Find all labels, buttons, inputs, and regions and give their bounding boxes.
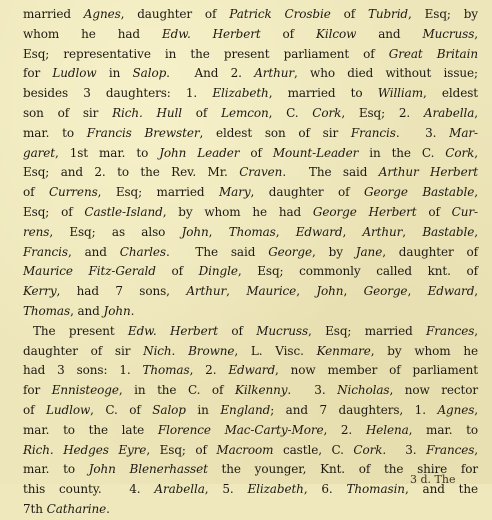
italic-name: Arthur (254, 66, 295, 81)
text-run: castle, C. (273, 442, 354, 457)
text-run: , and (67, 244, 120, 259)
italic-name: John Blenerhasset (88, 462, 208, 477)
italic-name: Mar- (449, 125, 478, 140)
italic-name: Arabella (154, 482, 205, 497)
text-run: of (260, 26, 316, 41)
text-run: , had 7 sons, (56, 284, 187, 299)
italic-name: Kilcow (315, 26, 357, 41)
italic-name: Catharine (46, 501, 107, 516)
text-run: married (23, 7, 84, 21)
text-run: , (474, 185, 478, 200)
italic-name: Jane (355, 244, 383, 259)
next-line-fragment (410, 473, 456, 486)
text-run: , by (312, 244, 356, 259)
text-run: mar. to (23, 462, 89, 477)
text-run: of (217, 323, 257, 338)
italic-name: Kilkenny (234, 383, 288, 398)
italic-name: Arthur Herbert (378, 165, 478, 180)
text-line (23, 421, 478, 441)
italic-name: Craven (239, 165, 283, 180)
italic-name: Francis Brewster (86, 125, 200, 140)
text-run: of (182, 105, 222, 120)
italic-name: Elizabeth (212, 86, 269, 101)
italic-name: Currens (48, 185, 98, 200)
text-run: whom he had (23, 26, 162, 41)
text-run: son of sir (23, 105, 113, 120)
italic-name: George (268, 244, 313, 259)
italic-name: Ennisteoge (51, 383, 119, 398)
italic-name: Florence Mac-Carty-More (157, 422, 324, 437)
text-line (23, 163, 478, 183)
text-run: of (239, 145, 273, 160)
text-run: , (474, 105, 478, 120)
italic-name: Arabella (423, 105, 475, 120)
text-run: , by whom he had (162, 204, 313, 219)
text-run: in the C. (358, 145, 446, 160)
italic-name: Ludlow (52, 66, 97, 81)
text-run: , Esq; as also (49, 224, 182, 239)
italic-name: Salop (132, 66, 167, 81)
italic-name: Thomas (228, 224, 276, 239)
italic-name: Mucruss (422, 26, 475, 41)
italic-name: Edw. Herbert (161, 26, 261, 41)
italic-name: Mary (218, 185, 251, 200)
text-run: , (407, 284, 428, 299)
italic-name: Kenmare (316, 343, 371, 358)
italic-name: Patrick Crosbie (229, 7, 331, 21)
italic-name: Agnes (83, 7, 121, 21)
text-line (23, 243, 478, 263)
italic-name: John (316, 284, 344, 299)
italic-name: Thomas (23, 303, 71, 318)
text-run: . 3. (382, 442, 427, 457)
italic-name: Charles (119, 244, 166, 259)
text-run: this county. 4. (23, 482, 155, 497)
italic-name: George Bastable (364, 185, 475, 200)
text-line (23, 223, 478, 243)
text-run: , daughter of (382, 244, 478, 259)
italic-name: John Leader (159, 145, 240, 160)
cut-off-text: 3 d. The (410, 473, 456, 486)
text-run: the younger, Knt. of the shire for (207, 462, 478, 477)
text-line (23, 500, 478, 520)
text-run: , Esq; married (97, 185, 219, 200)
italic-name: Arthur (186, 284, 227, 299)
italic-name: Mount-Leader (272, 145, 359, 160)
text-line (23, 441, 478, 461)
text-run: of (416, 204, 452, 219)
italic-name: Rich. Hedges Eyre (23, 442, 147, 457)
text-line (23, 262, 478, 282)
italic-name: Cork (445, 145, 475, 160)
text-line (23, 84, 478, 104)
text-run: of (155, 264, 199, 279)
italic-name: Lemcon (221, 105, 269, 120)
italic-name: Agnes (437, 402, 475, 417)
italic-name: Ludlow (46, 402, 91, 417)
text-run: , who died without issue; (294, 66, 478, 81)
text-run: , (402, 224, 423, 239)
text-run: of (330, 7, 368, 21)
text-line (23, 124, 478, 144)
text-run: , L. Visc. (234, 343, 317, 358)
text-run: besides 3 daughters: 1. (23, 86, 213, 101)
italic-name: Edward (295, 224, 343, 239)
text-run: , and the (404, 482, 478, 497)
text-run: , (474, 284, 478, 299)
text-run: , C. of (90, 402, 153, 417)
italic-name: England (220, 402, 271, 417)
text-run: mar. to the late (23, 422, 158, 437)
text-run: , now rector (389, 383, 479, 398)
italic-name: Maurice Fitz-Gerald (23, 264, 156, 279)
text-line (23, 104, 478, 124)
text-run: , (474, 442, 479, 457)
italic-name: rens (23, 224, 50, 239)
italic-name: Rich. Hull (112, 105, 183, 120)
text-run: Esq; of (23, 204, 85, 219)
text-run: , 2. (189, 363, 229, 378)
text-run: daughter of sir (23, 343, 144, 358)
text-run: , eldest son of sir (199, 125, 351, 140)
text-run: , 2. (323, 422, 366, 437)
text-run: for (23, 383, 52, 398)
text-run: , (474, 402, 479, 417)
text-run: , Esq; 2. (341, 105, 424, 120)
italic-name: garet (23, 145, 55, 160)
text-run: , married to (268, 86, 378, 101)
text-run: , (275, 224, 296, 239)
italic-name: Cur- (451, 204, 478, 219)
text-run: for (23, 66, 53, 81)
italic-name: Helena (365, 422, 409, 437)
italic-name: Elizabeth (247, 482, 304, 497)
italic-name: Arthur (362, 224, 403, 239)
text-run: ; and 7 daughters, 1. (270, 402, 438, 417)
text-run: Esq; representative in the present parliament of (23, 46, 389, 61)
text-run: , Esq; married (308, 323, 427, 338)
text-run: in (185, 402, 221, 417)
italic-name: George (363, 284, 408, 299)
text-run: 7th (23, 501, 47, 516)
text-run: , 5. (204, 482, 248, 497)
text-run: , daughter of (120, 7, 230, 21)
body-text (23, 5, 478, 520)
text-run: , (296, 284, 317, 299)
text-run: , mar. to (408, 422, 478, 437)
italic-name: John (103, 303, 131, 318)
italic-name: Thomasin (346, 482, 405, 497)
italic-name: Frances (426, 442, 475, 457)
text-run: and (356, 26, 423, 41)
text-run: . 3. (287, 383, 338, 398)
text-run: . (130, 303, 135, 318)
italic-name: Francis (23, 244, 68, 259)
text-run: Esq; and 2. to the Rev. Mr. (23, 165, 240, 180)
text-line (23, 5, 478, 25)
italic-name: Francis (350, 125, 396, 140)
italic-name: Great Britain (388, 46, 478, 61)
text-run: had 3 sons: 1. (23, 363, 143, 378)
text-run: , (474, 224, 478, 239)
italic-name: George Herbert (312, 204, 417, 219)
italic-name: Edward (427, 284, 475, 299)
text-line (23, 203, 478, 223)
italic-name: Nicholas (337, 383, 390, 398)
text-line (23, 64, 478, 84)
text-run: , eldest (423, 86, 478, 101)
italic-name: Edward (228, 363, 276, 378)
text-line (23, 25, 478, 45)
text-run: of (23, 402, 46, 417)
italic-name: Dingle (198, 264, 238, 279)
text-run: of (23, 185, 49, 200)
italic-name: Maurice (246, 284, 297, 299)
text-line (23, 45, 478, 65)
text-run: , C. (268, 105, 313, 120)
italic-name: Cork (353, 442, 383, 457)
text-run: The present (33, 323, 128, 338)
text-run: , Esq; commonly called knt. of (237, 264, 478, 279)
text-run: , now member of parliament (275, 363, 478, 378)
text-run: mar. to (23, 125, 87, 140)
text-run: , daughter of (250, 185, 365, 200)
text-run: . 3. (395, 125, 450, 140)
text-run: , 6. (303, 482, 347, 497)
italic-name: Castle-Island (84, 204, 163, 219)
text-line (23, 302, 478, 322)
italic-name: Kerry (23, 284, 57, 299)
italic-name: Frances (426, 323, 475, 338)
text-run: . And 2. (166, 66, 255, 81)
text-run: , (342, 224, 363, 239)
text-line (23, 342, 478, 362)
text-run: , Esq; of (146, 442, 217, 457)
text-line (23, 381, 478, 401)
text-run: , (474, 323, 478, 338)
text-run: , (474, 26, 478, 41)
italic-name: Bastable (422, 224, 475, 239)
text-run: , 1st mar. to (55, 145, 160, 160)
italic-name: Thomas (142, 363, 190, 378)
italic-name: Edw. Herbert (127, 323, 218, 338)
text-run: , (343, 284, 364, 299)
italic-name: Cork (312, 105, 342, 120)
italic-name: Macroom (216, 442, 274, 457)
text-line (23, 322, 478, 342)
italic-name: Tubrid (367, 7, 409, 21)
text-run: . The said (282, 165, 379, 180)
text-line (23, 401, 478, 421)
italic-name: William (377, 86, 423, 101)
text-run: in (96, 66, 133, 81)
text-run: , (474, 145, 479, 160)
italic-name: Mucruss (256, 323, 309, 338)
text-run: , and (70, 303, 104, 318)
text-run: , (208, 224, 229, 239)
text-run: , by whom he (370, 343, 478, 358)
text-line (23, 183, 478, 203)
text-run: . (106, 501, 110, 516)
text-run: , Esq; by (408, 7, 478, 21)
text-run: , (226, 284, 247, 299)
italic-name: Salop (152, 402, 186, 417)
text-run: , in the C. of (118, 383, 235, 398)
text-line (23, 361, 478, 381)
text-line (23, 282, 478, 302)
text-line (23, 144, 478, 164)
italic-name: Nich. Browne (143, 343, 235, 358)
text-run: . The said (165, 244, 269, 259)
italic-name: John (181, 224, 209, 239)
